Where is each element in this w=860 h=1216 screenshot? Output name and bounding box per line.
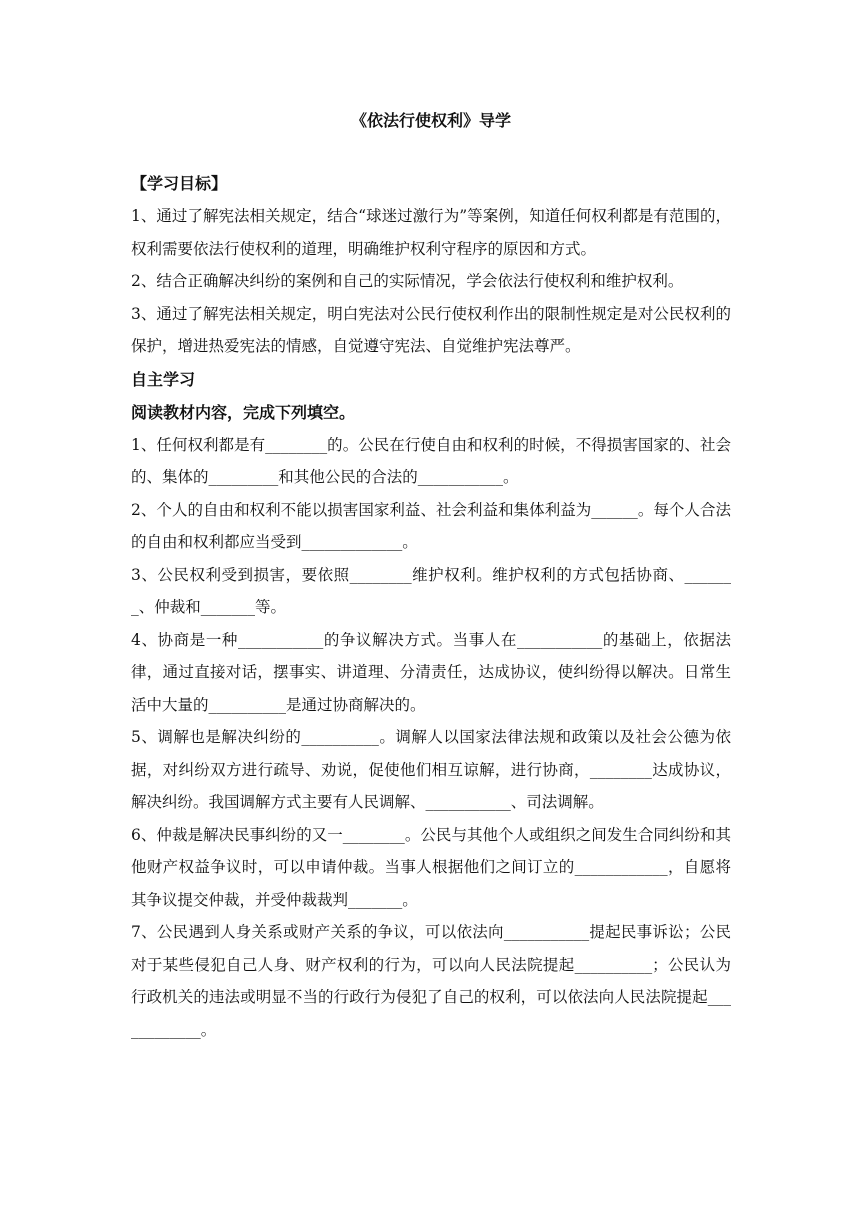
objective-item — [131, 265, 731, 298]
objective-item — [131, 200, 731, 265]
question-item — [131, 819, 731, 917]
objective-2: 2、结合正确解决纠纷的案例和自己的实际情况，学会依法行使权利和维护权利。 — [131, 272, 684, 290]
question-item — [131, 721, 731, 819]
objectives-heading: 【学习目标】 — [131, 174, 228, 193]
question-4: 4、协商是一种___________的争议解决方式。当事人在___________的基础上，依据法律，通过直接对话，摆事实、讲道理、分清责任，达成协议，使纠纷得以解决。日常生活中大量的__________是通过协商解决的。 — [131, 630, 731, 714]
question-2: 2、个人的自由和权利不能以损害国家利益、社会利益和集体利益为______。每个人合法的自由和权利都应当受到_____________。 — [131, 500, 731, 551]
objective-3: 3、通过了解宪法相关规定，明白宪法对公民行使权利作出的限制性规定是对公民权利的保护，增进热爱宪法的情感，自觉遵守宪法、自觉维护宪法尊严。 — [131, 304, 731, 355]
question-7: 7、公民遇到人身关系或财产关系的争议，可以依法向___________提起民事诉讼；公民对于某些侵犯自己人身、财产权利的行为，可以向人民法院提起__________；公民认为行政机关的违法或明显不当的行政行为侵犯了自己的权利，可以依法向人民法院提起____________。 — [131, 923, 731, 1039]
document-body — [131, 103, 731, 1046]
question-item — [131, 494, 731, 559]
self-study-heading: 自主学习 — [131, 369, 196, 389]
question-item — [131, 429, 731, 494]
document-title: 《依法行使权利》导学 — [350, 111, 511, 130]
question-3: 3、公民权利受到损害，要依照________维护权利。维护权利的方式包括协商、_______、仲裁和_______等。 — [131, 565, 731, 616]
objective-item — [131, 298, 731, 363]
question-item — [131, 916, 731, 1046]
question-5: 5、调解也是解决纠纷的__________。调解人以国家法律法规和政策以及社会公德为依据，对纠纷双方进行疏导、劝说，促使他们相互谅解，进行协商，________达成协议，解决纠纷。我国调解方式主要有人民调解、___________、司法调解。 — [131, 728, 731, 811]
question-item — [131, 624, 731, 722]
question-item — [131, 559, 731, 624]
question-6: 6、仲裁是解决民事纠纷的又一________。公民与其他个人或组织之间发生合同纠纷和其他财产权益争议时，可以申请仲裁。当事人根据他们之间订立的____________，自愿将其争议提交仲裁，并受仲裁裁判_______。 — [131, 825, 731, 909]
question-1: 1、任何权利都是有________的。公民在行使自由和权利的时候，不得损害国家的、社会的、集体的_________和其他公民的合法的___________。 — [131, 435, 731, 486]
objective-1: 1、通过了解宪法相关规定，结合“球迷过激行为”等案例，知道任何权利都是有范围的，权利需要依法行使权利的道理，明确维护权利守程序的原因和方式。 — [131, 207, 731, 258]
instruction-text: 阅读教材内容，完成下列填空。 — [131, 402, 356, 422]
